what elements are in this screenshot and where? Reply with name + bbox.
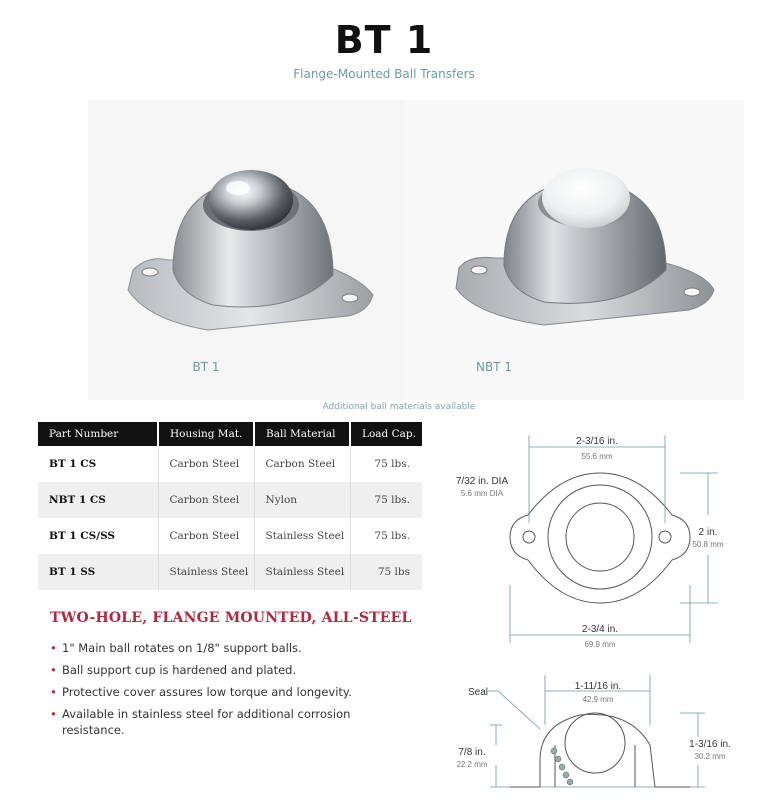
dim-hole-dia: 7/32 in. DIA <box>455 476 509 487</box>
dim-width-top: 2-3/16 in. <box>576 436 618 447</box>
col-ball-material: Ball Material <box>254 422 350 446</box>
feature-bullet: • 1" Main ball rotates on 1/8" support balls. <box>50 640 390 656</box>
dim-overall-width: 2-3/4 in. <box>581 624 619 635</box>
col-part-number: Part Number <box>38 422 158 446</box>
housing-cell: Stainless Steel <box>158 554 254 590</box>
table-header-row <box>38 422 422 446</box>
dim-profile-height-mm: 30.2 mm <box>694 752 726 761</box>
ball-circle <box>566 503 634 571</box>
dim-profile-height: 1-3/16 in. <box>689 739 731 750</box>
table-row <box>38 482 422 518</box>
hole-left <box>523 531 535 543</box>
product-label-nbt1: NBT 1 <box>476 360 512 374</box>
ball-material-cell: Stainless Steel <box>254 518 350 554</box>
dim-height: 2 in. <box>698 527 718 538</box>
feature-bullet: • Available in stainless steel for additional corrosion resistance. <box>50 706 390 738</box>
nbt1-nylon-ball-image <box>404 100 744 400</box>
housing-cell: Carbon Steel <box>158 446 254 482</box>
hole-right <box>659 531 671 543</box>
dim-flange-height-mm: 22.2 mm <box>456 760 488 769</box>
housing-cell: Carbon Steel <box>158 518 254 554</box>
page-title: BT 1 <box>334 18 434 62</box>
load-cap-cell: 75 lbs <box>350 554 422 590</box>
table-row <box>38 554 422 590</box>
dim-height-mm: 50.8 mm <box>692 540 724 549</box>
feature-bullet: • Protective cover assures low torque and longevity. <box>50 684 390 700</box>
ball-material-cell: Stainless Steel <box>254 554 350 590</box>
features-headline: TWO-HOLE, FLANGE MOUNTED, ALL-STEEL <box>50 610 412 626</box>
table-row <box>38 518 422 554</box>
feature-bullet: • Ball support cup is hardened and plated. <box>50 662 390 678</box>
dim-opening-mm: 42.9 mm <box>582 695 614 704</box>
housing-circle <box>548 485 652 589</box>
table-row <box>38 446 422 482</box>
dim-flange-height: 7/8 in. <box>458 747 486 758</box>
col-housing-mat: Housing Mat. <box>158 422 254 446</box>
housing-cell: Carbon Steel <box>158 482 254 518</box>
part-number-cell: NBT 1 CS <box>38 482 158 518</box>
dim-opening: 1-11/16 in. <box>574 681 622 692</box>
load-cap-cell: 75 lbs. <box>350 482 422 518</box>
dim-width-top-mm: 55.6 mm <box>581 452 613 461</box>
col-load-cap: Load Cap. <box>350 422 422 446</box>
load-cap-cell: 75 lbs. <box>374 530 410 542</box>
ball-material-cell: Nylon <box>254 482 350 518</box>
materials-note: Additional ball materials available <box>322 402 476 412</box>
profile-outline <box>510 714 690 787</box>
dimension-drawing <box>430 425 760 805</box>
part-number-cell: BT 1 SS <box>38 554 158 590</box>
product-label-bt1: BT 1 <box>192 360 220 374</box>
product-photo-bt1 <box>88 100 404 400</box>
ball-material-cell: Carbon Steel <box>254 446 350 482</box>
dim-hole-dia-mm: 5.6 mm DIA <box>460 489 504 498</box>
page-subtitle: Flange-Mounted Ball Transfers <box>293 67 475 81</box>
product-photo-nbt1 <box>404 100 744 400</box>
bt1-steel-ball-image <box>88 100 404 400</box>
part-number-cell: BT 1 CS/SS <box>38 518 158 554</box>
dim-overall-width-mm: 69.9 mm <box>584 640 616 649</box>
flange-outline <box>510 473 690 603</box>
features-list <box>50 640 390 744</box>
profile-ball <box>565 713 625 773</box>
spec-table <box>38 422 422 590</box>
label-seal: Seal <box>467 687 489 698</box>
product-photos <box>88 100 744 400</box>
part-number-cell: BT 1 CS <box>38 446 158 482</box>
load-cap-cell: 75 lbs. <box>374 458 410 470</box>
